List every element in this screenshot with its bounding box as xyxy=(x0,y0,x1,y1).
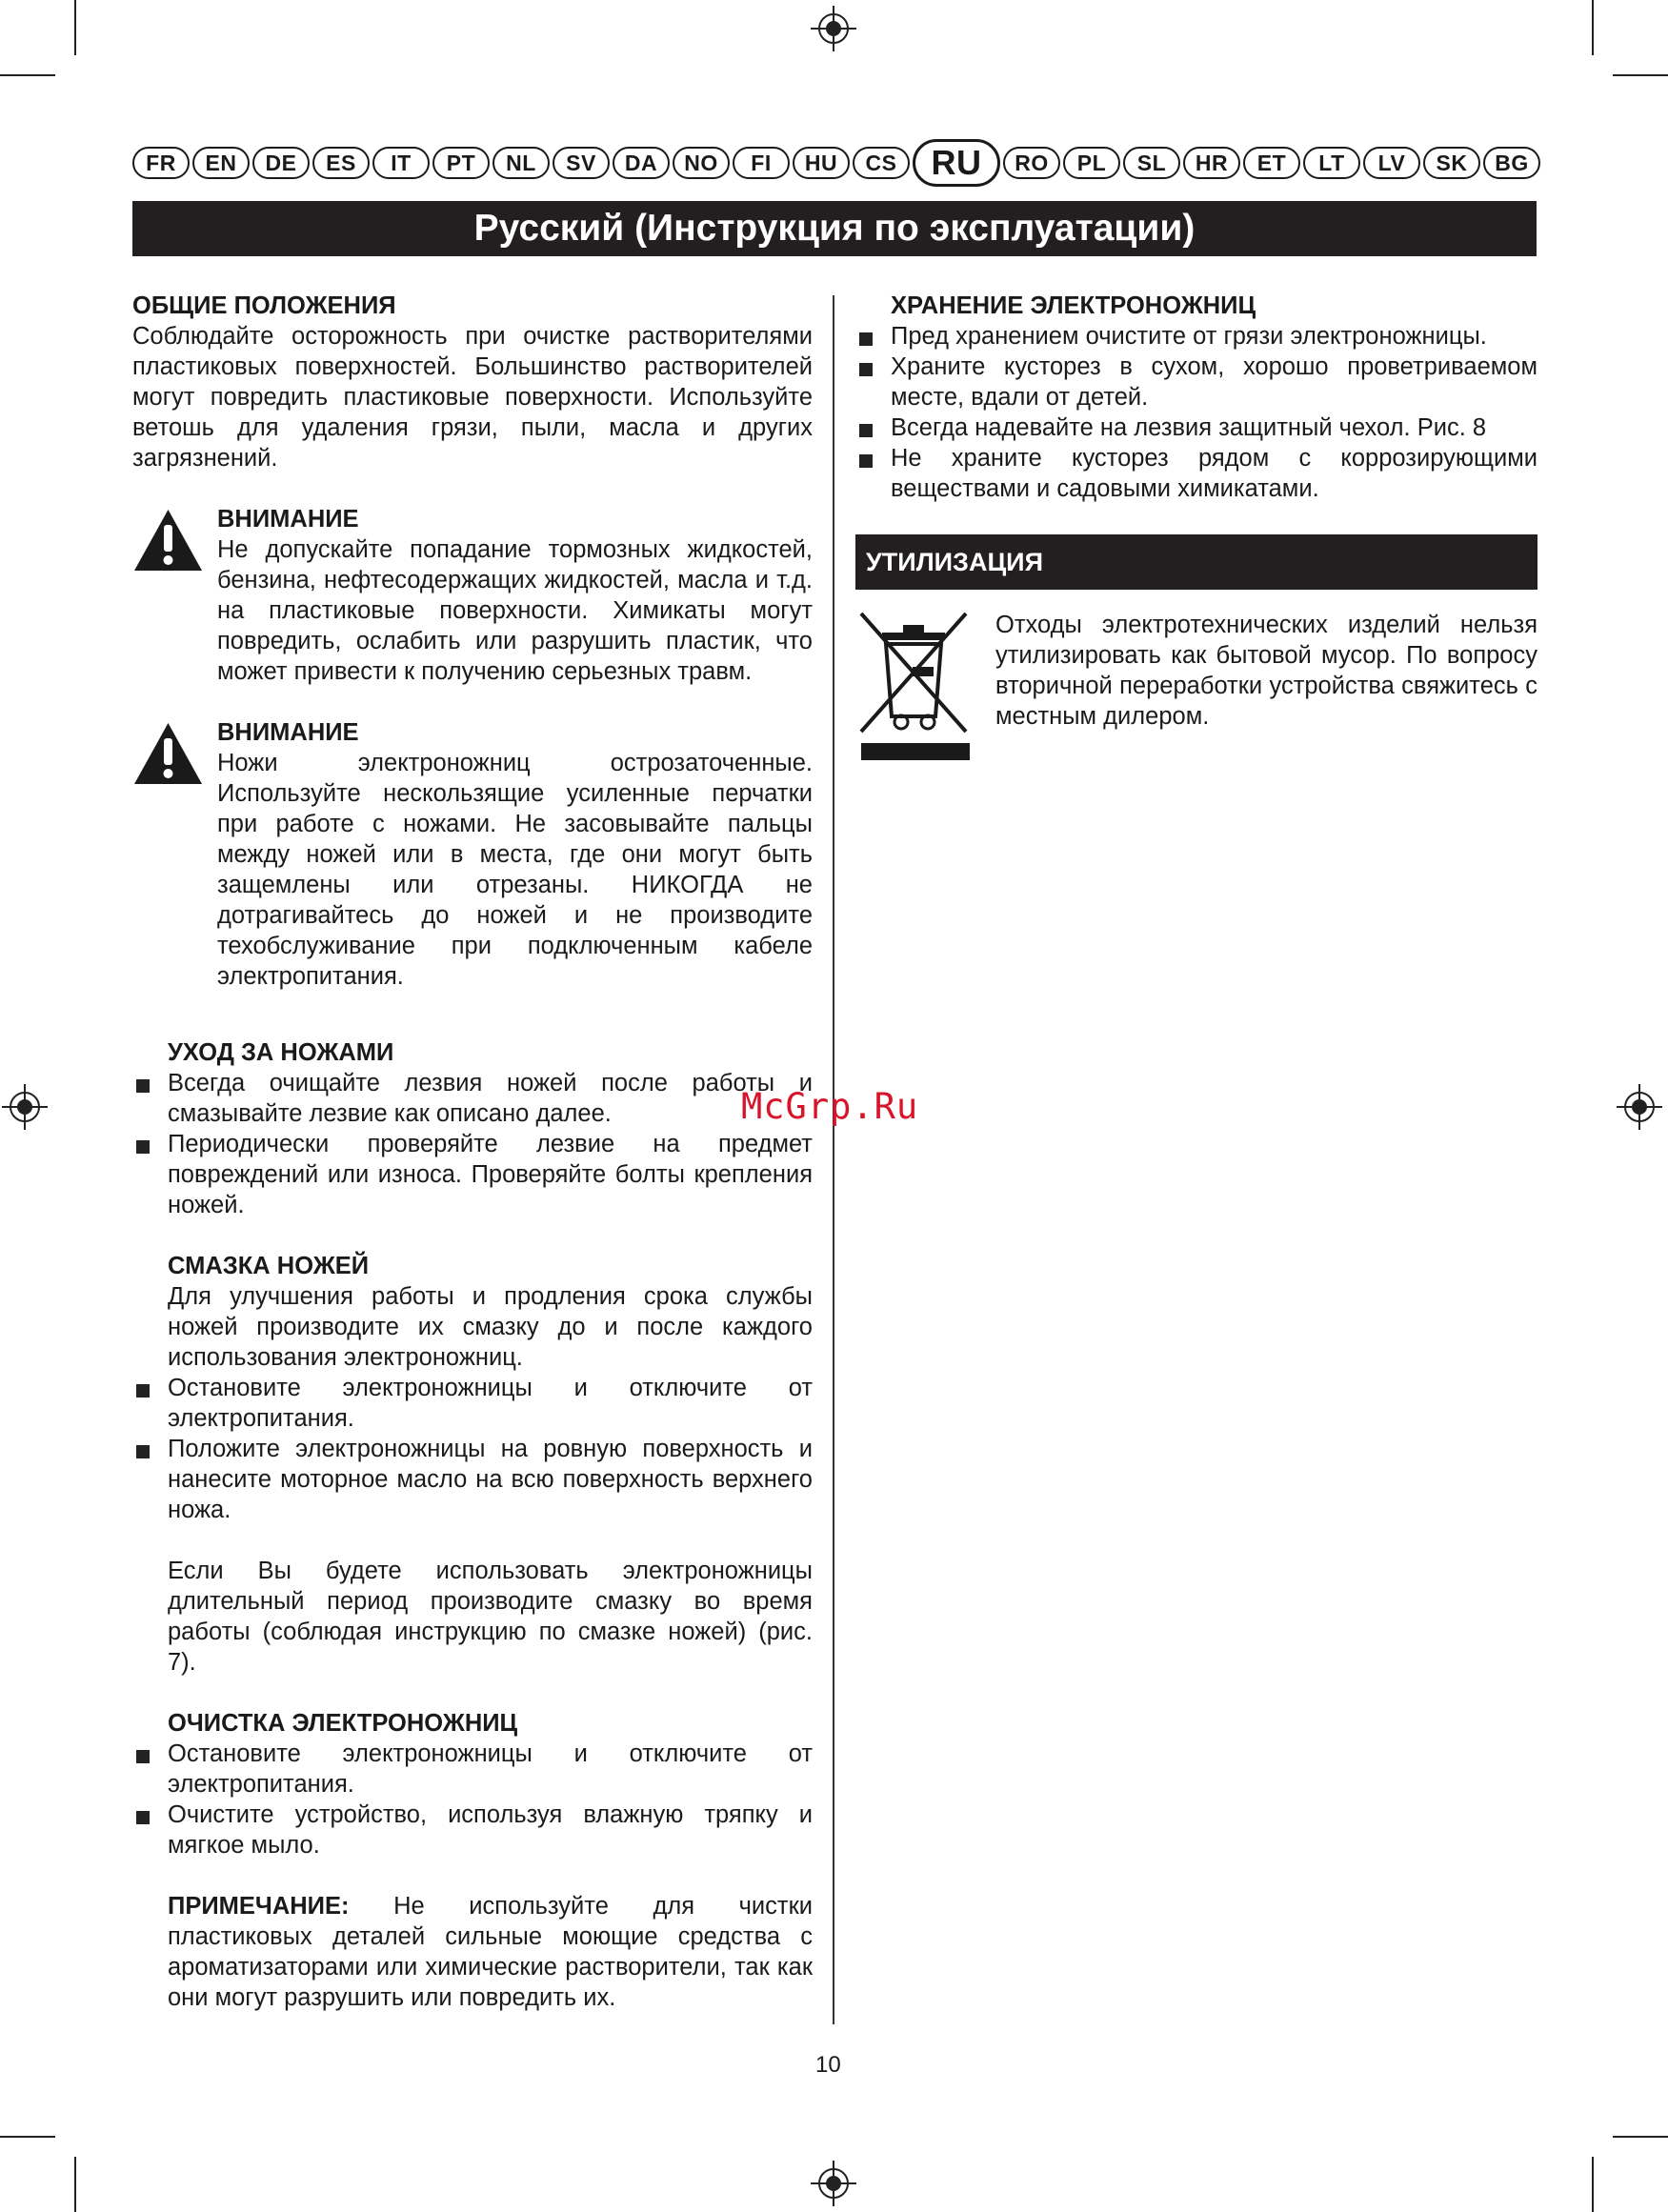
language-tab-en: EN xyxy=(192,147,250,179)
registration-mark-icon xyxy=(1617,1084,1662,1130)
registration-mark-icon xyxy=(811,6,856,51)
warning-heading: ВНИМАНИЕ xyxy=(217,506,359,533)
crop-mark xyxy=(0,74,55,76)
warning-block xyxy=(132,504,813,687)
list-item: Пред хранением очистите от грязи электроножницы. xyxy=(855,321,1537,352)
language-tab-sv: SV xyxy=(553,147,610,179)
blade-care-section xyxy=(132,1037,813,1220)
general-section xyxy=(132,291,813,473)
disposal-heading: УТИЛИЗАЦИЯ xyxy=(855,534,1537,590)
bullet-icon xyxy=(136,1445,150,1458)
bullet-icon xyxy=(136,1811,150,1824)
left-column xyxy=(132,291,813,2013)
bullet-icon xyxy=(859,424,873,437)
note-text: Не используйте для чистки пластиковых деталей сильные моющие средства с ароматизаторами или химические растворители, так как они могут разрушить или повредить их. xyxy=(168,1893,813,2011)
lubrication-intro: Для улучшения работы и продления срока службы ножей производите их смазку до и после каждого использования электроножниц. xyxy=(168,1283,813,1371)
language-tab-fr: FR xyxy=(132,147,190,179)
warning-icon xyxy=(132,721,204,786)
language-tab-ru: RU xyxy=(913,139,1000,187)
registration-mark-icon xyxy=(811,2161,856,2206)
bullet-icon xyxy=(136,1079,150,1093)
bullet-icon xyxy=(136,1140,150,1154)
list-item: Храните кусторез в сухом, хорошо проветриваемом месте, вдали от детей. xyxy=(855,352,1537,412)
warning-block xyxy=(132,717,813,992)
language-tab-nl: NL xyxy=(492,147,550,179)
crop-mark xyxy=(1613,74,1668,76)
language-tab-it: IT xyxy=(372,147,430,179)
language-tabs xyxy=(132,143,1538,183)
blade-care-heading: УХОД ЗА НОЖАМИ xyxy=(168,1039,394,1066)
disposal-block xyxy=(855,610,1537,748)
list-item: Всегда надевайте на лезвия защитный чехол. Рис. 8 xyxy=(855,412,1537,443)
note-label: ПРИМЕЧАНИЕ: xyxy=(168,1893,350,1920)
language-tab-da: DA xyxy=(613,147,670,179)
language-tab-sk: SK xyxy=(1423,147,1480,179)
list-item: Положите электроножницы на ровную поверхность и нанесите моторное масло на всю поверхность верхнего ножа. xyxy=(132,1434,813,1525)
warning-heading: ВНИМАНИЕ xyxy=(217,719,359,746)
general-heading: ОБЩИЕ ПОЛОЖЕНИЯ xyxy=(132,292,396,319)
cleaning-heading: ОЧИСТКА ЭЛЕКТРОНОЖНИЦ xyxy=(168,1710,518,1737)
lubrication-section xyxy=(132,1251,813,1678)
page-number: 10 xyxy=(815,2052,841,2078)
warning-text: Ножи электроножниц острозаточенные. Используйте нескользящие усиленные перчатки при работе с ножами. Не засовывайте пальцы между ножей или в места, где они могут быть защемлены или отрезаны. НИКОГДА не дотрагивайтесь до ножей и не производите техобслуживание при подключенным кабеле электропитания. xyxy=(217,750,813,990)
right-column xyxy=(855,291,1537,748)
crop-mark xyxy=(1613,2136,1668,2138)
weee-bin-icon xyxy=(855,610,972,762)
language-tab-es: ES xyxy=(312,147,370,179)
bullet-icon xyxy=(859,363,873,376)
disposal-text: Отходы электротехнических изделий нельзя утилизировать как бытовой мусор. По вопросу вторичной переработки устройства свяжитесь с местным дилером. xyxy=(995,612,1537,730)
language-tab-pl: PL xyxy=(1063,147,1120,179)
crop-mark xyxy=(74,0,76,55)
language-tab-pt: PT xyxy=(432,147,490,179)
language-tab-sl: SL xyxy=(1123,147,1180,179)
lubrication-note: Если Вы будете использовать электроножницы длительный период производите смазку во время работы (соблюдая инструкцию по смазке ножей) (рис. 7). xyxy=(168,1558,813,1676)
crop-mark xyxy=(1592,0,1594,55)
crop-mark xyxy=(1592,2157,1594,2212)
language-tab-fi: FI xyxy=(733,147,790,179)
language-tab-cs: CS xyxy=(853,147,910,179)
language-tab-ro: RO xyxy=(1003,147,1060,179)
storage-heading: ХРАНЕНИЕ ЭЛЕКТРОНОЖНИЦ xyxy=(891,292,1256,319)
list-item: Остановите электроножницы и отключите от электропитания. xyxy=(132,1739,813,1800)
cleaning-section xyxy=(132,1708,813,2013)
list-item: Очистите устройство, используя влажную тряпку и мягкое мыло. xyxy=(132,1800,813,1860)
list-item: Периодически проверяйте лезвие на предмет повреждений или износа. Проверяйте болты крепления ножей. xyxy=(132,1129,813,1220)
bullet-icon xyxy=(859,454,873,468)
bullet-icon xyxy=(136,1384,150,1398)
crop-mark xyxy=(0,2136,55,2138)
list-item: Остановите электроножницы и отключите от электропитания. xyxy=(132,1373,813,1434)
list-item: Всегда очищайте лезвия ножей после работы и смазывайте лезвие как описано далее. xyxy=(132,1068,813,1129)
language-tab-et: ET xyxy=(1243,147,1300,179)
watermark: McGrp.Ru xyxy=(741,1086,919,1127)
list-item: Не храните кусторез рядом с коррозирующими веществами и садовыми химикатами. xyxy=(855,443,1537,504)
bullet-icon xyxy=(859,332,873,346)
storage-section xyxy=(855,291,1537,504)
language-tab-hu: HU xyxy=(793,147,850,179)
page-title: Русский (Инструкция по эксплуатации) xyxy=(132,201,1537,256)
warning-icon xyxy=(132,508,204,573)
lubrication-heading: СМАЗКА НОЖЕЙ xyxy=(168,1253,370,1279)
language-tab-bg: BG xyxy=(1483,147,1540,179)
language-tab-lt: LT xyxy=(1303,147,1360,179)
column-divider xyxy=(833,295,834,2024)
bullet-icon xyxy=(136,1750,150,1763)
crop-mark xyxy=(74,2157,76,2212)
language-tab-no: NO xyxy=(673,147,730,179)
language-tab-hr: HR xyxy=(1183,147,1240,179)
language-tab-de: DE xyxy=(252,147,310,179)
language-tab-lv: LV xyxy=(1363,147,1420,179)
warning-text: Не допускайте попадание тормозных жидкостей, бензина, нефтесодержащих жидкостей, масла и т.д. на пластиковые поверхности. Химикаты могут повредить, ослабить или разрушить пластик, что может привести к получению серьезных травм. xyxy=(217,536,813,685)
registration-mark-icon xyxy=(2,1084,48,1130)
general-text: Соблюдайте осторожность при очистке растворителями пластиковых поверхностей. Большинство растворителей могут повредить пластиковые поверхности. Используйте ветошь для удаления грязи, пыли, масла и других загрязнений. xyxy=(132,323,813,472)
cleaning-note xyxy=(132,1891,813,2013)
